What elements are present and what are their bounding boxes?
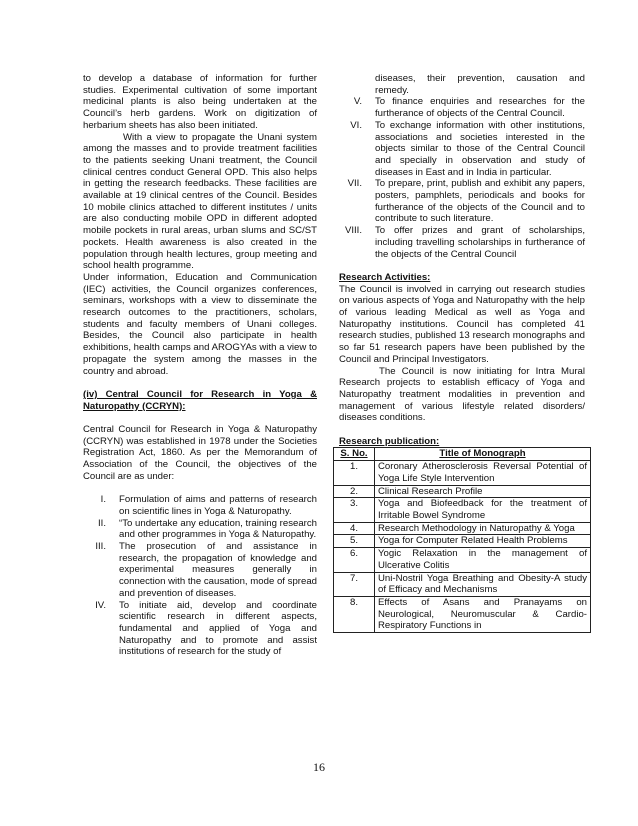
list-item: diseases, their prevention, causation and remedy.: [375, 73, 585, 96]
list-item: VIII. To offer prizes and grant of scholarships, including travelling scholarships in furtherance of the objects of the Central Council: [344, 225, 585, 260]
list-item: VII. To prepare, print, publish and exhibit any papers, posters, pamphlets, periodicals and books for furtherance of the objects of the Council and to contribute to such literature.: [347, 178, 585, 225]
list-item: IV. To initiate aid, develop and coordinate scientific research in different aspects, fundamental and applied of Yoga and Naturopathy and to promote and assist institutions of research for the study of: [95, 599, 317, 658]
list-item: V. To finance enquiries and researches for the furtherance of objects of the Central Council.: [353, 96, 585, 120]
objectives-list-right: [339, 73, 585, 260]
right-column: [339, 73, 585, 633]
table-row: 1. Coronary Atherosclerosis Reversal Potential of Yoga Life Style Intervention: [334, 461, 591, 485]
objectives-list-left: [83, 494, 317, 658]
research-publication-heading: Research publication:: [339, 435, 440, 447]
table-row: 4. Research Methodology in Naturopathy & Yoga: [334, 522, 591, 535]
left-column: [83, 73, 317, 658]
unani-paragraph-2: With a view to propagate the Unani system among the masses and to provide treatment facilities to the patients seeking Unani treatment, the Council clinical centres conduct General OPD. This also helps in getting the research feedbacks. These facilities are available at 19 clinical centres of the Council. Besides 10 mobile clinics attached to different institutes / units are also conducting mobile OPD in different adopted mobile pockets in rural areas, urban slums and SC/ST pockets. Health awareness is also created in the population through health lectures, group meeting and school health programme.: [83, 131, 317, 272]
monograph-table: [333, 447, 591, 633]
table-row: 6. Yogic Relaxation in the management of Ulcerative Colitis: [334, 548, 591, 572]
sno-column-header: S. No.: [334, 448, 375, 461]
research-paragraph-2: The Council is now initiating for Intra Mural Research projects to establish efficacy of Yoga and Naturopathy treatment modalities in prevention and management of various lifestyle related disorders/ diseases conditions.: [339, 365, 585, 424]
research-paragraph-1: The Council is involved in carrying out research studies on various aspects of Yoga and Naturopathy with the help of various leading Medical as well as Yoga and Naturopathy institutions. Council has completed 41 research studies, published 13 research monographs and so far 51 research papers have been published by the Council and Principal Investigators.: [339, 283, 585, 365]
table-header-row: [334, 448, 591, 461]
table-row: 7. Uni-Nostril Yoga Breathing and Obesity-A study of Efficacy and Mechanisms: [334, 572, 591, 596]
unani-paragraph-1: to develop a database of information for further studies. Experimental cultivation of some important medicinal plants is also being undertaken at the Council’s herb gardens. Work on digitization of herbarium sheets has also been initiated.: [83, 73, 317, 131]
list-item: II. “To undertake any education, training research and other programmes in Yoga & Naturopathy.: [98, 517, 317, 541]
title-column-header: Title of Monograph: [375, 448, 591, 461]
table-row: 8. Effects of Asans and Pranayams on Neurological, Neuromuscular & Cardio- Respiratory Functions in: [334, 596, 591, 632]
page-number: 16: [313, 760, 325, 774]
iec-paragraph: Under information, Education and Communication (IEC) activities, the Council organizes conferences, seminars, workshops with a view to disseminate the research outcomes to the practitioners, scholars, students and faculty members of Unani colleges. Besides, the Council also participate in health exhibitions, health camps and AROGYAs with a view to propagate the system among the masses in the country and abroad.: [83, 271, 317, 377]
list-item: I. Formulation of aims and patterns of research on scientific lines in Yoga & Naturopathy.: [100, 494, 317, 517]
research-activities-heading: Research Activities:: [339, 271, 431, 283]
list-item: VI. To exchange information with other institutions, associations and societies interested in the objects similar to those of the Central Council and specially in observation and study of diseases in East and in India in particular.: [350, 119, 585, 178]
table-row: 5. Yoga for Computer Related Health Problems: [334, 535, 591, 548]
table-row: 2. Clinical Research Profile: [334, 485, 591, 498]
ccryn-heading: (iv) Central Council for Research in Yoga & Naturopathy (CCRYN):: [83, 388, 317, 412]
list-item: III. The prosecution of and assistance in research, the propagation of knowledge and experimental measures generally in connection with the causation, mode of spread and prevention of diseases.: [95, 541, 317, 599]
table-row: 3. Yoga and Biofeedback for the treatment of Irritable Bowel Syndrome: [334, 498, 591, 522]
ccryn-intro-paragraph: Central Council for Research in Yoga & Naturopathy (CCRYN) was established in 1978 under the Societies Registration Act, 1860. As per the Memorandum of Association of the Council, the objectives of the Council are as under:: [83, 424, 317, 482]
